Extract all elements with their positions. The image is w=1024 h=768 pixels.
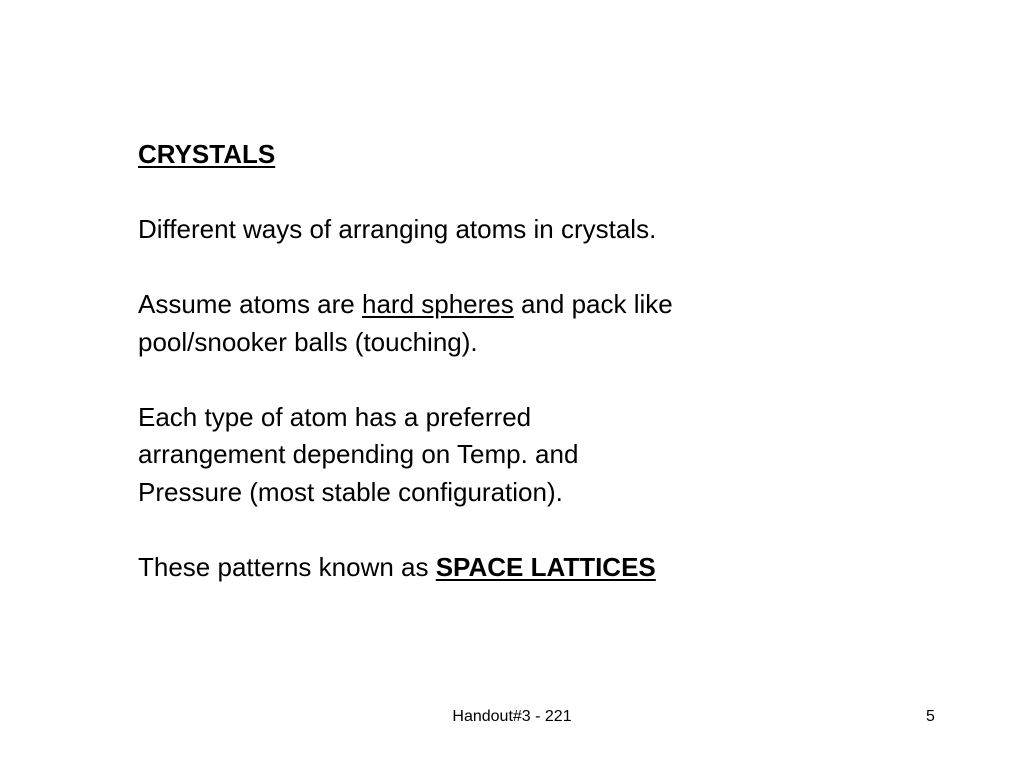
paragraph-3-line-1: Each type of atom has a preferred [138, 401, 532, 432]
paragraph-3-line-3: Pressure (most stable configuration). [138, 476, 563, 507]
slide-title: CRYSTALS [138, 139, 276, 169]
slide-body [138, 136, 858, 586]
slide-title-line [138, 136, 858, 174]
paragraph-2-text-start: Assume atoms are [138, 289, 362, 319]
spacer [138, 174, 858, 212]
paragraph-3-line-2: arrangement depending on Temp. and [138, 439, 579, 469]
paragraph-2-line-1 [138, 286, 858, 324]
footer-page-number: 5 [926, 708, 935, 725]
spacer [138, 511, 858, 549]
spacer [138, 361, 858, 399]
spacer [138, 249, 858, 287]
emphasis-space-lattices: SPACE LATTICES [435, 551, 656, 582]
paragraph-4-text: These patterns known as [138, 551, 436, 582]
paragraph-2-text-end: and pack like [513, 289, 673, 319]
paragraph-2-line-2: pool/snooker balls (touching). [138, 326, 478, 357]
footer-handout-label: Handout#3 - 221 [452, 708, 572, 725]
underlined-term-hard-spheres: hard spheres [361, 289, 514, 319]
paragraph-1: Different ways of arranging atoms in crystals. [138, 214, 657, 244]
paragraph-4 [138, 549, 858, 587]
